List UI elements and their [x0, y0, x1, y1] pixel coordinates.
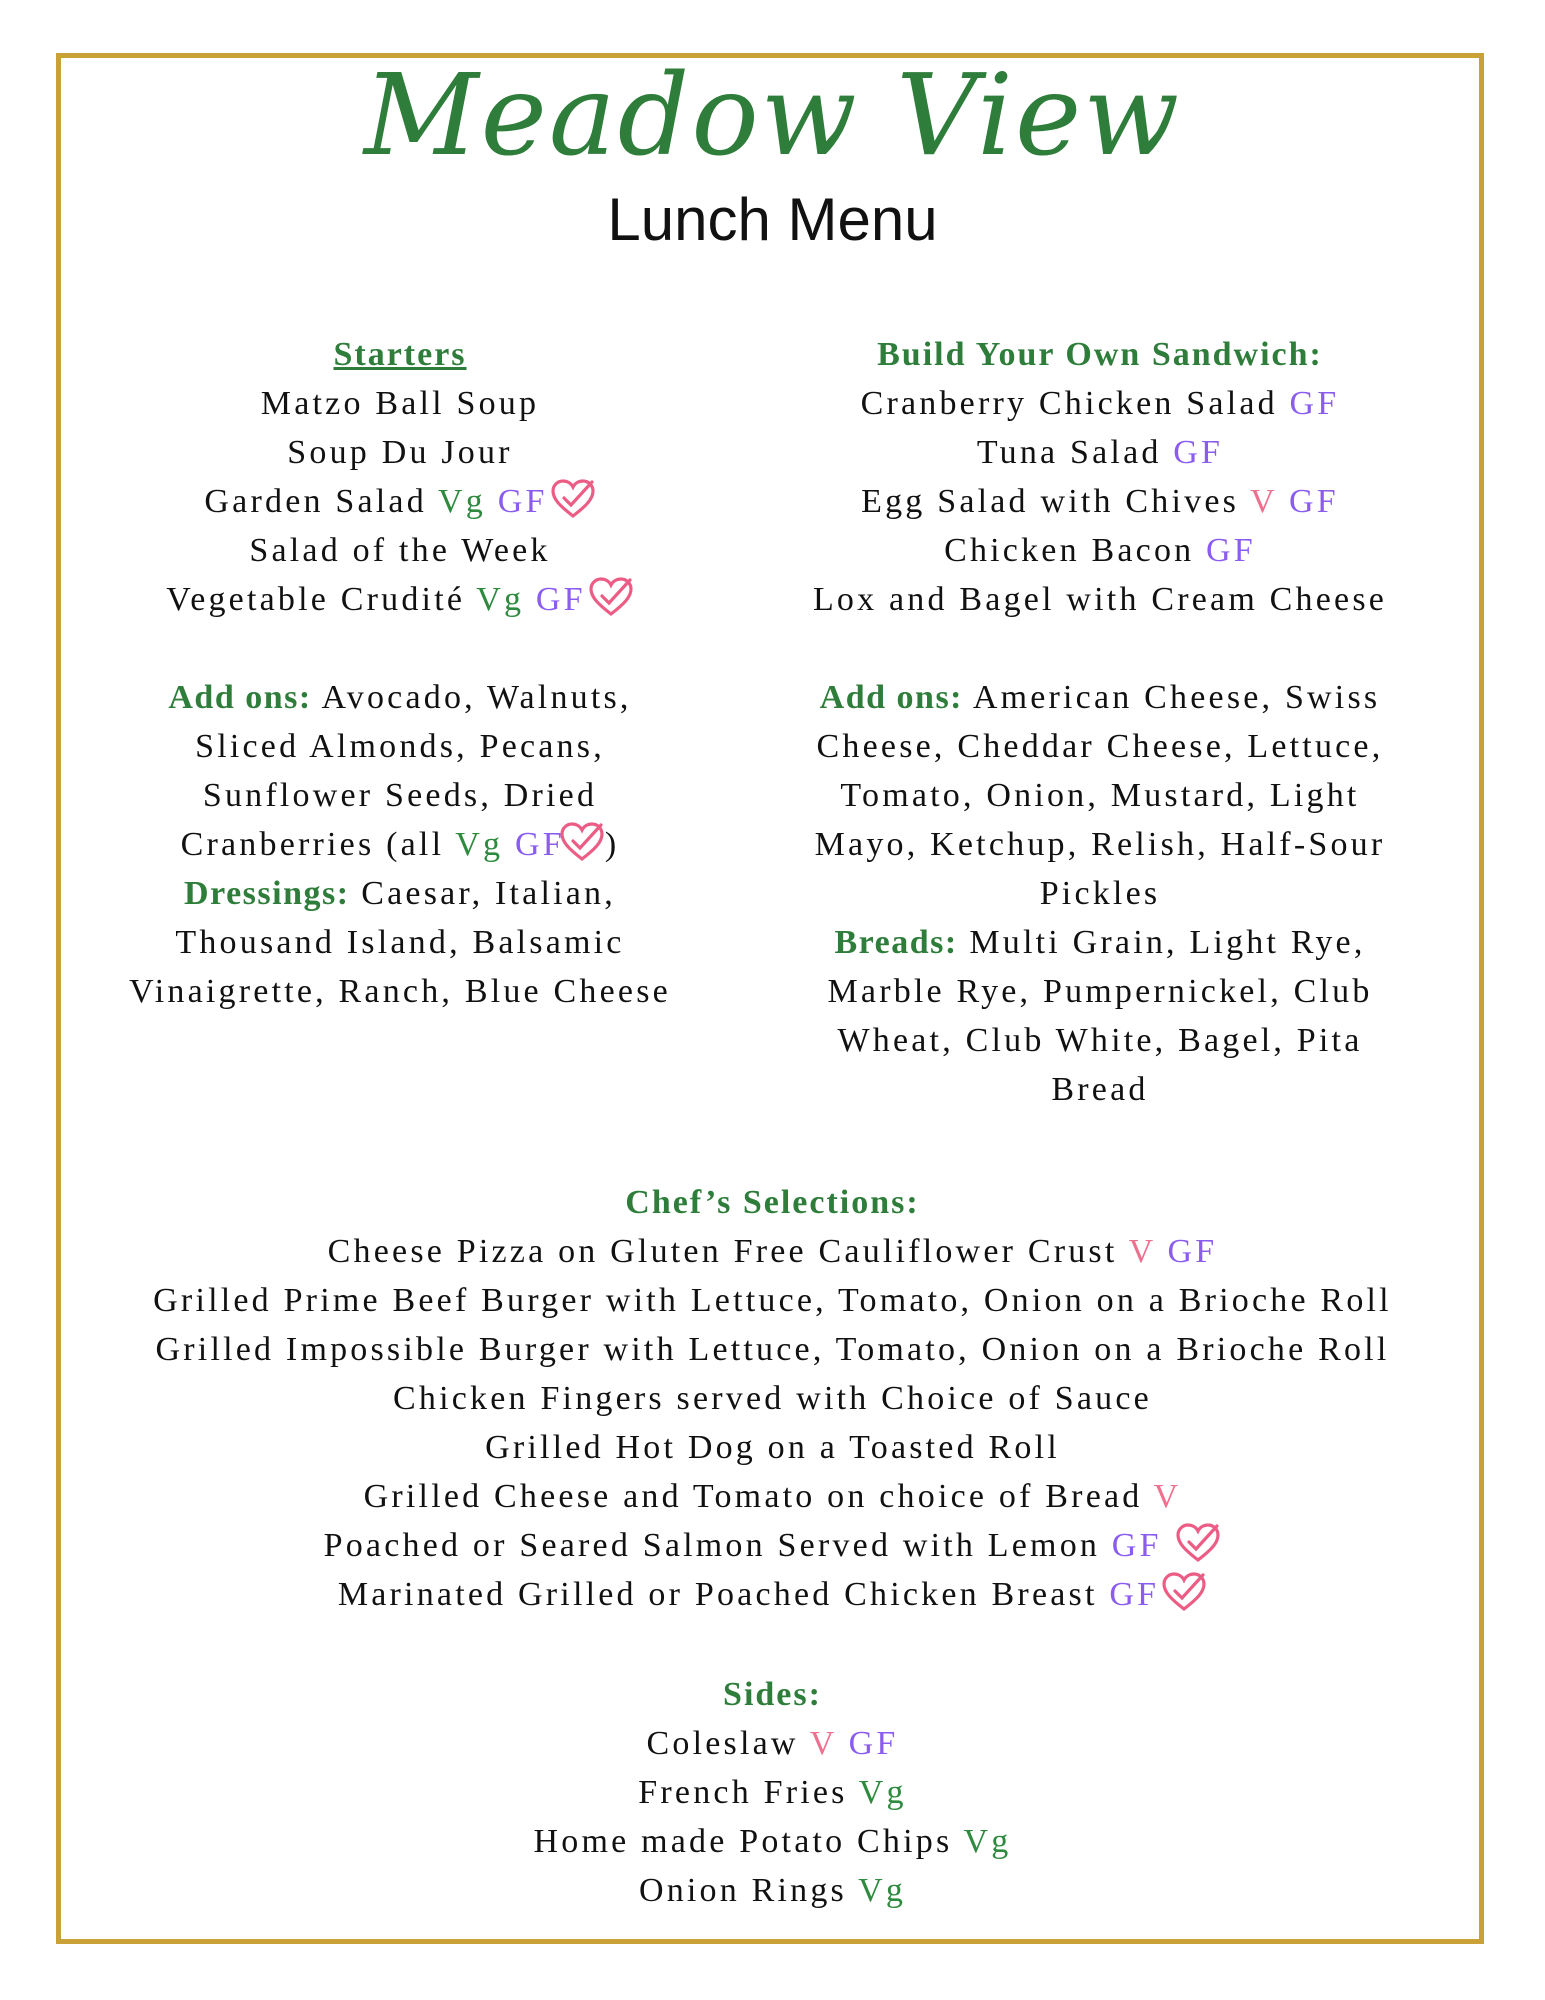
menu-item — [80, 1570, 1465, 1619]
brand-title: Meadow View — [363, 51, 1182, 181]
item-name: French Fries — [638, 1774, 848, 1811]
gluten-free-tag: GF — [1173, 434, 1224, 471]
addons-line: Pickles — [1039, 875, 1161, 912]
menu-item — [100, 575, 700, 624]
item-name: Vegetable Crudité — [166, 581, 466, 618]
breads-line: Bread — [1051, 1071, 1149, 1108]
item-name: Egg Salad with Chives — [861, 483, 1240, 520]
breads-label: Breads: — [834, 924, 958, 961]
heart-check-icon — [559, 821, 605, 863]
chefs-heading: Chef’s Selections: — [625, 1184, 920, 1221]
menu-item — [80, 1866, 1465, 1915]
addons-line: Mayo, Ketchup, Relish, Half-Sour — [814, 826, 1386, 863]
sides-section — [80, 1670, 1465, 1915]
item-name: Home made Potato Chips — [533, 1823, 953, 1860]
menu-item: Lox and Bagel with Cream Cheese — [812, 581, 1388, 618]
starters-section — [100, 330, 700, 1016]
starters-heading: Starters — [333, 336, 467, 373]
menu-item — [80, 1817, 1465, 1866]
breads-line: Marble Rye, Pumpernickel, Club — [827, 973, 1373, 1010]
item-name: Poached or Seared Salmon Served with Lemon — [323, 1527, 1101, 1564]
item-name: Coleslaw — [646, 1725, 799, 1762]
vegan-tag: Vg — [476, 581, 525, 618]
vegetarian-tag: V — [1128, 1233, 1156, 1270]
gluten-free-tag: GF — [1288, 483, 1339, 520]
dressings-line: Vinaigrette, Ranch, Blue Cheese — [129, 973, 671, 1010]
menu-item — [80, 1719, 1465, 1768]
gluten-free-tag: GF — [1289, 385, 1340, 422]
sandwich-heading: Build Your Own Sandwich: — [877, 336, 1323, 373]
item-name: Tuna Salad — [976, 434, 1162, 471]
addons-text: ) — [604, 826, 620, 863]
gluten-free-tag: GF — [535, 581, 586, 618]
menu-item: Grilled Hot Dog on a Toasted Roll — [485, 1429, 1060, 1466]
item-name: Cranberry Chicken Salad — [860, 385, 1278, 422]
menu-item: Salad of the Week — [249, 532, 551, 569]
gluten-free-tag: GF — [1109, 1576, 1160, 1613]
sides-heading: Sides: — [723, 1676, 822, 1713]
breads-text: Multi Grain, Light Rye, — [957, 924, 1366, 961]
gluten-free-tag: GF — [1206, 532, 1256, 569]
menu-subtitle: Lunch Menu — [607, 186, 938, 253]
addons-label: Add ons: — [168, 679, 312, 716]
addons-line: Sliced Almonds, Pecans, — [195, 728, 605, 765]
addons-line — [780, 673, 1420, 722]
addons-line: Tomato, Onion, Mustard, Light — [840, 777, 1360, 814]
item-name: Garden Salad — [204, 483, 427, 520]
breads-line — [780, 918, 1420, 967]
menu-item: Soup Du Jour — [287, 434, 513, 471]
vegetarian-tag: V — [809, 1725, 837, 1762]
chefs-section — [80, 1178, 1465, 1619]
vegan-tag: Vg — [858, 1872, 907, 1909]
heart-check-icon — [1175, 1522, 1221, 1564]
gluten-free-tag: GF — [1167, 1233, 1218, 1270]
menu-item — [80, 1227, 1465, 1276]
menu-item: Chicken Fingers served with Choice of Sauce — [393, 1380, 1152, 1417]
heart-check-icon — [1161, 1571, 1207, 1613]
item-name: Onion Rings — [638, 1872, 847, 1909]
gluten-free-tag: GF — [1111, 1527, 1162, 1564]
menu-item — [100, 477, 700, 526]
item-name: Chicken Bacon — [944, 532, 1195, 569]
vegan-tag: Vg — [455, 826, 504, 863]
addons-text: Cranberries (all — [180, 826, 456, 863]
heart-check-icon — [550, 478, 596, 520]
addons-line — [100, 820, 700, 869]
dressings-line: Thousand Island, Balsamic — [175, 924, 625, 961]
addons-line: Cheese, Cheddar Cheese, Lettuce, — [816, 728, 1384, 765]
sandwich-section — [780, 330, 1420, 1114]
menu-item: Grilled Prime Beef Burger with Lettuce, Tomato, Onion on a Brioche Roll — [153, 1282, 1392, 1319]
addons-line: Sunflower Seeds, Dried — [202, 777, 598, 814]
dressings-line — [100, 869, 700, 918]
menu-item — [780, 526, 1420, 575]
menu-item: Matzo Ball Soup — [260, 385, 540, 422]
item-name: Grilled Cheese and Tomato on choice of Bread — [363, 1478, 1143, 1515]
addons-label: Add ons: — [819, 679, 963, 716]
vegan-tag: Vg — [438, 483, 486, 520]
addons-line — [100, 673, 700, 722]
vegetarian-tag: V — [1153, 1478, 1182, 1515]
item-name: Marinated Grilled or Poached Chicken Breast — [337, 1576, 1098, 1613]
addons-text: American Cheese, Swiss — [963, 679, 1381, 716]
vegetarian-tag: V — [1250, 483, 1278, 520]
heart-check-icon — [588, 576, 634, 618]
menu-item — [780, 379, 1420, 428]
menu-item — [780, 477, 1420, 526]
item-name: Cheese Pizza on Gluten Free Cauliflower Crust — [327, 1233, 1118, 1270]
vegan-tag: Vg — [963, 1823, 1012, 1860]
gluten-free-tag: GF — [848, 1725, 899, 1762]
gluten-free-tag: GF — [514, 826, 565, 863]
menu-item: Grilled Impossible Burger with Lettuce, Tomato, Onion on a Brioche Roll — [155, 1331, 1390, 1368]
gluten-free-tag: GF — [497, 483, 548, 520]
dressings-label: Dressings: — [184, 875, 350, 912]
addons-text: Avocado, Walnuts, — [311, 679, 632, 716]
menu-item — [80, 1768, 1465, 1817]
breads-line: Wheat, Club White, Bagel, Pita — [837, 1022, 1363, 1059]
dressings-text: Caesar, Italian, — [349, 875, 616, 912]
menu-item — [80, 1472, 1465, 1521]
menu-item — [780, 428, 1420, 477]
menu-item — [80, 1521, 1465, 1570]
vegan-tag: Vg — [858, 1774, 907, 1811]
